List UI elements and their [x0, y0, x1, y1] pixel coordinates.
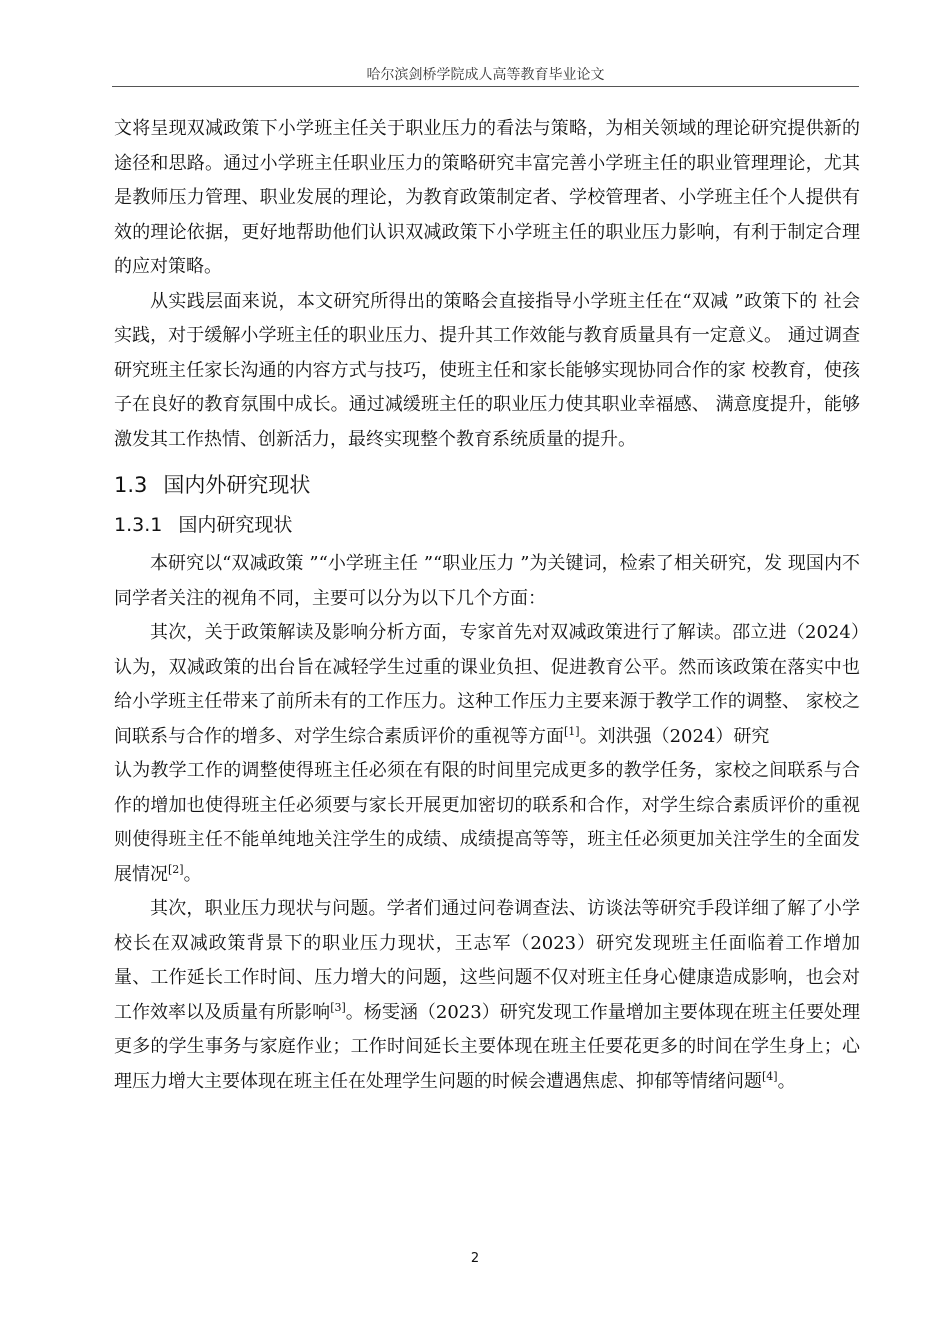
section-title: 国内外研究现状 [163, 473, 311, 497]
paragraph-pressure-status [114, 892, 860, 1099]
citation-ref-4: [4] [762, 1069, 778, 1083]
paragraph-policy-analysis [114, 616, 860, 754]
section-heading-1-3 [114, 469, 860, 501]
pressure-status-tail: 。 [777, 1070, 796, 1092]
subsection-number: 1.3.1 [114, 514, 163, 536]
citation-ref-3: [3] [330, 1000, 346, 1014]
policy-analysis-tail: 。刘洪强（2024）研究 [579, 725, 770, 747]
section-number: 1.3 [114, 473, 148, 497]
paragraph-practical-significance: 从实践层面来说，本文研究所得出的策略会直接指导小学班主任在“双减 ”政策下的 社会实践，对于缓解小学班主任的职业压力、提升其工作效能与教育质量具有一定意义。 通过调查研究班主任家长沟通的内容方式与技巧，使班主任和家长能够实现协同合作的家 校教育，使孩子在良好的教育氛围中成长。通过减缓班主任的职业压力使其职业幸福感、 满意度提升，能够激发其工作热情、创新活力，最终实现整个教育系统质量的提升。 [114, 290, 860, 450]
paragraph-teaching-adjustment [114, 754, 860, 892]
teaching-adjustment-text: 认为教学工作的调整使得班主任必须在有限的时间里完成更多的教学任务，家校之间联系与合作的增加也使得班主任必须要与家长开展更加密切的联系和合作，对学生综合素质评价的重视则使得班主任不能单纯地关注学生的成绩、成绩提高等等，班主任必须更加关注学生的全面发展情况 [114, 760, 860, 885]
paragraph-theory-significance: 文将呈现双减政策下小学班主任关于职业压力的看法与策略，为相关领域的理论研究提供新的途径和思路。通过小学班主任职业压力的策略研究丰富完善小学班主任的职业管理理论，尤其是教师压力管理、职业发展的理论，为教育政策制定者、学校管理者、小学班主任个人提供有效的理论依据，更好地帮助他们认识双减政策下小学班主任的职业压力影响，有利于制定合理的应对策略。 [114, 118, 860, 277]
subsection-heading-1-3-1 [114, 509, 860, 541]
policy-analysis-text: 其次，关于政策解读及影响分析方面，专家首先对双减政策进行了解读。邵立进（2024）认为，双减政策的出台旨在减轻学生过重的课业负担、促进教育公平。然而该政策在落实中也给小学班主任带来了前所未有的工作压力。这种工作压力主要来源于教学工作的调整、 家校之间联系与合作的增多、对学生综合素质评价的重视等方面 [114, 622, 860, 747]
page-number: 2 [470, 1251, 480, 1266]
header-rule [112, 86, 859, 87]
document-body [114, 112, 860, 1099]
citation-ref-1: [1] [564, 724, 580, 738]
teaching-adjustment-tail: 。 [183, 863, 202, 885]
subsection-title: 国内研究现状 [178, 514, 293, 536]
page-header: 哈尔滨剑桥学院成人高等教育毕业论文 [366, 67, 605, 83]
paragraph-keywords: 本研究以“双减政策 ”“小学班主任 ”“职业压力 ”为关键词，检索了相关研究，发 现国内不同学者关注的视角不同，主要可以分为以下几个方面： [114, 553, 860, 609]
pressure-status-mid: 。杨雯涵（2023）研究发现工作量增加主要体现在班主任要处理更多的学生事务与家庭作业；工作时间延长主要体现在班主任要花更多的时间在学生身上；心理压力增大主要体现在班主任在处理学生问题的时候会遭遇焦虑、抑郁等情绪问题 [114, 1001, 860, 1092]
citation-ref-2: [2] [168, 862, 184, 876]
pressure-status-text: 其次，职业压力现状与问题。学者们通过问卷调查法、访谈法等研究手段详细了解了小学校长在双减政策背景下的职业压力现状，王志军（2023）研究发现班主任面临着工作增加量、工作延长工作时间、压力增大的问题，这些问题不仅对班主任身心健康造成影响，也会对工作效率以及质量有所影响 [114, 898, 860, 1023]
